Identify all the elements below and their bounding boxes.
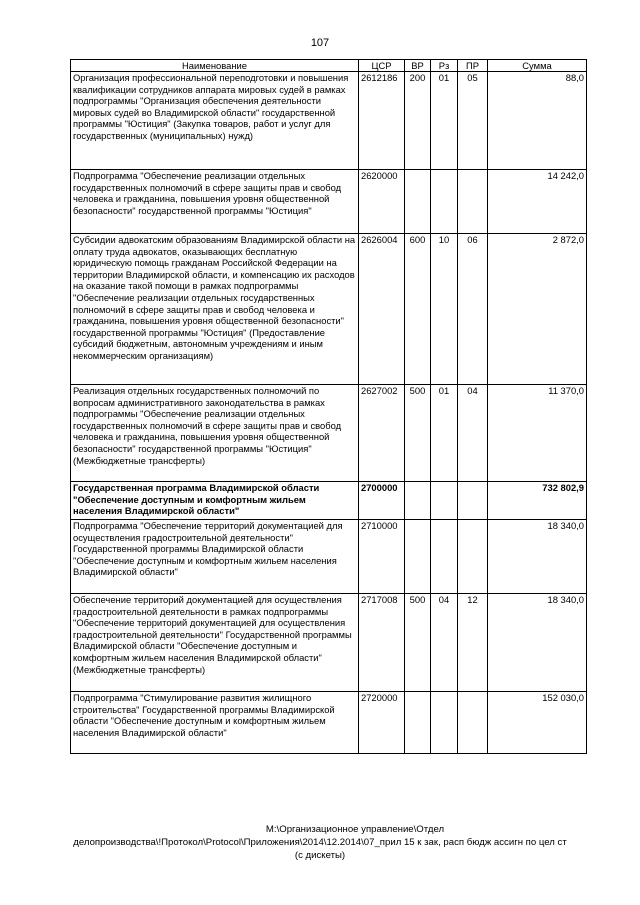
row-pr [458,692,488,754]
table-row [71,385,587,482]
row-pr [458,520,488,594]
row-sum: 2 872,0 [488,234,587,385]
footer-line-3: (с дискеты) [294,850,346,861]
row-vr: 500 [405,385,431,482]
row-rz: 01 [431,385,458,482]
row-sum: 732 802,9 [488,482,587,520]
row-name: Подпрограмма "Стимулирование развития жилищного строительства" Государственной программы Владимирской области "Обеспечение доступным и комфортным жильем населения Владимирской области" [71,692,359,754]
row-name: Государственная программа Владимирской области "Обеспечение доступным и комфортным жильем населения Владимирской области" [71,482,359,520]
row-sum: 18 340,0 [488,520,587,594]
row-sum: 11 370,0 [488,385,587,482]
header-name: Наименование [71,60,359,72]
table-header-row [71,60,587,72]
row-vr [405,170,431,234]
row-csr: 2710000 [359,520,405,594]
budget-table [70,59,587,754]
row-pr: 04 [458,385,488,482]
header-sum: Сумма [488,60,587,72]
row-rz: 04 [431,594,458,692]
row-csr: 2620000 [359,170,405,234]
row-vr [405,482,431,520]
row-vr [405,520,431,594]
row-rz: 01 [431,72,458,170]
row-rz [431,692,458,754]
header-pr: ПР [458,60,488,72]
row-rz: 10 [431,234,458,385]
table-row [71,692,587,754]
header-vr: ВР [405,60,431,72]
row-name: Организация профессиональной переподготовки и повышения квалификации сотрудников аппарата мировых судей в рамках подпрограммы "Организация обеспечения деятельности мировых судей во Владимирской области" государственной программы "Юстиция" (Закупка товаров, работ и услуг для государственных (муниципальных) нужд) [71,72,359,170]
header-csr: ЦСР [359,60,405,72]
row-rz [431,520,458,594]
row-name: Подпрограмма "Обеспечение реализации отдельных государственных полномочий в сфере защиты прав и свобод человека и гражданина, повышения уровня общественной безопасности" государственной программы "Юстиция" [71,170,359,234]
row-pr [458,482,488,520]
row-csr: 2626004 [359,234,405,385]
row-name: Реализация отдельных государственных полномочий по вопросам административного законодательства в рамках подпрограммы "Обеспечение реализации отдельных государственных полномочий в сфере защиты прав и свобод человека и гражданина, повышения уровня общественной безопасности" государственной программы "Юстиция" (Межбюджетные трансферты) [71,385,359,482]
row-vr [405,692,431,754]
row-pr: 06 [458,234,488,385]
row-vr: 200 [405,72,431,170]
row-name: Субсидии адвокатским образованиям Владимирской области на оплату труда адвокатов, оказывающих бесплатную юридическую помощь гражданам Российской Федерации на территории Владимирской области, и компенсацию их расходов на оказание такой помощи в рамках подпрограммы "Обеспечение реализации отдельных государственных полномочий в сфере защиты прав и свобод человека и гражданина, повышения уровня общественной безопасности" государственной программы "Юстиция" (Предоставление субсидий бюджетным, автономным учреждениям и иным некоммерческим организациям) [71,234,359,385]
table-row [71,594,587,692]
footer-line-1: M:\Организационное управление\Отдел [265,824,445,835]
table-row [71,234,587,385]
row-rz [431,170,458,234]
row-vr: 600 [405,234,431,385]
row-sum: 18 340,0 [488,594,587,692]
footer-line-2: делопроизводства\!Протокол\Protocol\Приложения\2014\12.2014\07_прил 15 к зак, расп бюдж ассигн по цел ст [73,837,567,848]
header-rz: Рз [431,60,458,72]
row-csr: 2612186 [359,72,405,170]
row-name: Подпрограмма "Обеспечение территорий документацией для осуществления градостроительной деятельности" Государственной программы Владимирской области "Обеспечение доступным и комфортным жильем населения Владимирской области" [71,520,359,594]
row-csr: 2700000 [359,482,405,520]
row-pr: 12 [458,594,488,692]
row-sum: 88,0 [488,72,587,170]
row-sum: 152 030,0 [488,692,587,754]
row-csr: 2717008 [359,594,405,692]
page-number: 107 [310,37,330,49]
row-pr [458,170,488,234]
row-vr: 500 [405,594,431,692]
row-csr: 2627002 [359,385,405,482]
file-path-footer [0,823,640,862]
row-sum: 14 242,0 [488,170,587,234]
row-rz [431,482,458,520]
row-csr: 2720000 [359,692,405,754]
table-row [71,72,587,170]
row-pr: 05 [458,72,488,170]
row-name: Обеспечение территорий документацией для осуществления градостроительной деятельности в рамках подпрограммы "Обеспечение территорий документацией для осуществления градостроительной деятельности" Государственной программы Владимирской области "Обеспечение доступным и комфортным жильем населения Владимирской области" (Межбюджетные трансферты) [71,594,359,692]
table-row [71,520,587,594]
table-row [71,482,587,520]
table-row [71,170,587,234]
